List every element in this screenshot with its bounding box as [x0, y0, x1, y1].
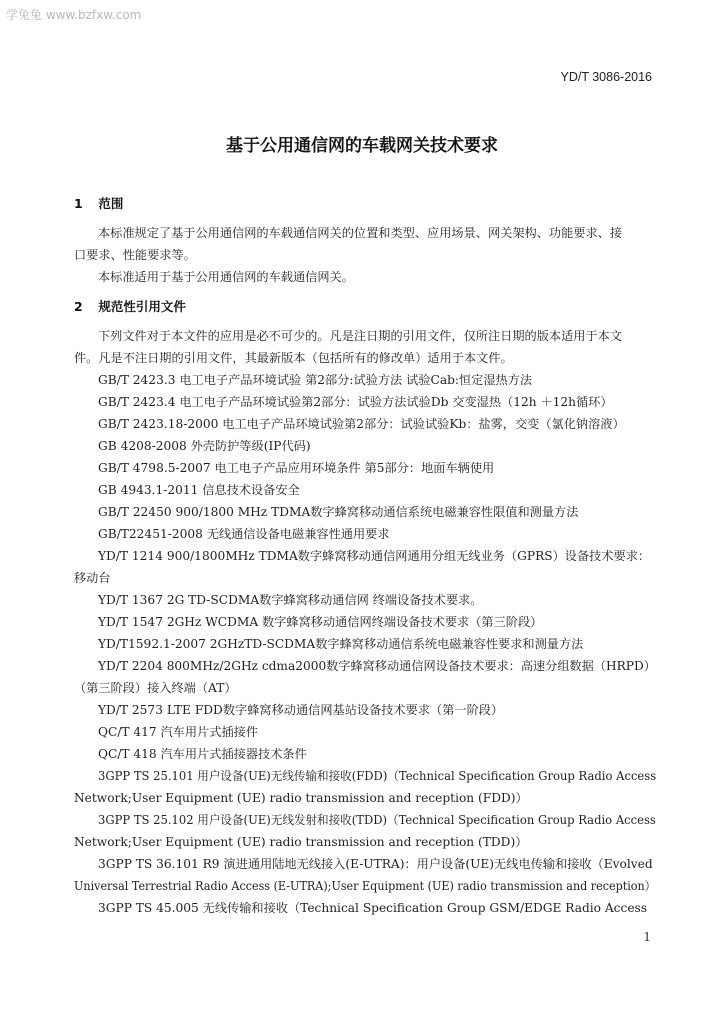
page-title: 基于公用通信网的车载网关技术要求 [226, 136, 498, 156]
reference-item: GB 4943.1-2011 信息技术设备安全 [98, 483, 300, 497]
reference-item-continuation: Network;User Equipment (UE) radio transmission and reception (FDD)） [74, 791, 528, 805]
paragraph-line: 本标准规定了基于公用通信网的车载通信网关的位置和类型、应用场景、网关架构、功能要求、接 [98, 226, 623, 240]
reference-item: YD/T 1367 2G TD-SCDMA数字蜂窝移动通信网 终端设备技术要求。 [98, 593, 483, 607]
reference-item: QC/T 418 汽车用片式插接器技术条件 [98, 747, 307, 761]
reference-item-continuation: 移动台 [74, 571, 111, 585]
watermark: 学兔兔 www.bzfxw.com [6, 8, 142, 22]
reference-item: GB/T 22450 900/1800 MHz TDMA数字蜂窝移动通信系统电磁兼容性限值和测量方法 [98, 505, 579, 519]
section-number: 2 [74, 299, 83, 314]
reference-item: YD/T 1547 2GHz WCDMA 数字蜂窝移动通信网终端设备技术要求（第三阶段） [98, 615, 543, 629]
reference-item: 3GPP TS 25.102 用户设备(UE)无线发射和接收(TDD)（Technical Specification Group Radio Access [98, 813, 656, 827]
section-number: 1 [74, 196, 83, 211]
section-heading-normative-references [74, 297, 186, 315]
section-heading-scope [74, 194, 123, 212]
section-title: 规范性引用文件 [98, 299, 186, 314]
reference-item-continuation: Universal Terrestrial Radio Access (E-UTRA);User Equipment (UE) radio transmission and reception） [74, 879, 656, 893]
reference-item: 3GPP TS 25.101 用户设备(UE)无线传输和接收(FDD)（Technical Specification Group Radio Access [98, 769, 657, 783]
reference-item: GB/T 2423.3 电工电子产品环境试验 第2部分:试验方法 试验Cab:恒定湿热方法 [98, 373, 533, 387]
reference-item: YD/T 2204 800MHz/2GHz cdma2000数字蜂窝移动通信网设备技术要求：高速分组数据（HRPD） [98, 659, 656, 673]
page-number: 1 [643, 930, 651, 944]
paragraph-line: 下列文件对于本文件的应用是必不可少的。凡是注日期的引用文件，仅所注日期的版本适用于本文 [98, 329, 623, 343]
paragraph-line: 件。凡是不注日期的引用文件，其最新版本（包括所有的修改单）适用于本文件。 [74, 351, 513, 365]
standard-number: YD/T 3086-2016 [560, 70, 652, 84]
reference-item-continuation: Network;User Equipment (UE) radio transmission and reception (TDD)） [74, 835, 528, 849]
reference-item: 3GPP TS 36.101 R9 演进通用陆地无线接入(E-UTRA)：用户设备(UE)无线电传输和接收（Evolved [98, 857, 653, 871]
reference-item: 3GPP TS 45.005 无线传输和接收（Technical Specification Group GSM/EDGE Radio Access [98, 901, 648, 915]
reference-item: YD/T1592.1-2007 2GHzTD-SCDMA数字蜂窝移动通信系统电磁兼容性要求和测量方法 [98, 637, 584, 651]
reference-item: QC/T 417 汽车用片式插接件 [98, 725, 259, 739]
reference-item: YD/T 2573 LTE FDD数字蜂窝移动通信网基站设备技术要求（第一阶段） [98, 703, 504, 717]
reference-item: GB/T 4798.5-2007 电工电子产品应用环境条件 第5部分：地面车辆使用 [98, 461, 495, 475]
paragraph-line: 本标准适用于基于公用通信网的车载通信网关。 [98, 270, 354, 284]
reference-item: GB/T 2423.4 电工电子产品环境试验第2部分：试验方法试验Db 交变湿热（12h ＋12h循环） [98, 395, 613, 409]
reference-item: GB 4208-2008 外壳防护等级(IP代码) [98, 439, 311, 453]
reference-item-continuation: （第三阶段）接入终端（AT） [74, 681, 237, 695]
paragraph-line: 口要求、性能要求等。 [74, 248, 196, 262]
section-title: 范围 [98, 196, 124, 211]
reference-item: GB/T 2423.18-2000 电工电子产品环境试验第2部分：试验试验Kb：盐雾，交变（氯化钠溶液） [98, 417, 625, 431]
reference-item: GB/T22451-2008 无线通信设备电磁兼容性通用要求 [98, 527, 390, 541]
reference-item: YD/T 1214 900/1800MHz TDMA数字蜂窝移动通信网通用分组无线业务（GPRS）设备技术要求： [98, 549, 651, 563]
